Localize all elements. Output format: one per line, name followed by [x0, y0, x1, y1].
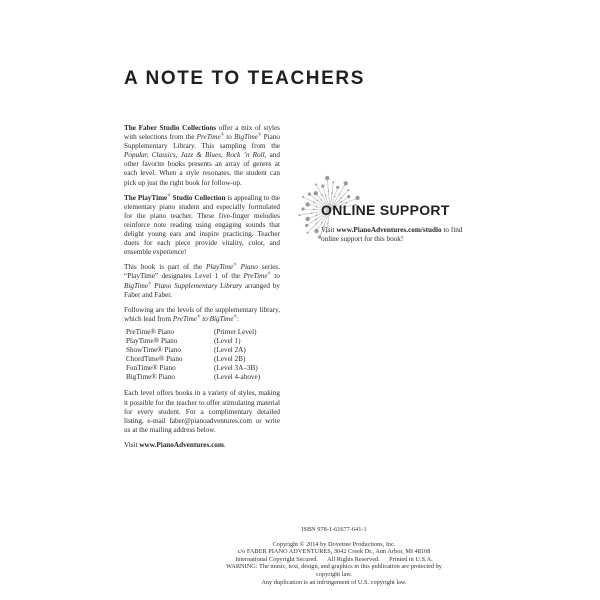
- library-name: Piano Supplementary Library: [151, 281, 243, 290]
- address-line: c/o FABER PIANO ADVENTURES, 3042 Creek Dr., Ann Arbor, MI 48108: [237, 548, 431, 556]
- registered-mark: ®: [267, 271, 271, 277]
- levels-from: PreTime: [172, 314, 197, 323]
- levels-text-1: Following are the levels of the supplementary library, which lead from: [124, 305, 280, 323]
- pretime-label: PreTime: [196, 133, 221, 142]
- levels-end: :: [237, 314, 239, 323]
- levels-text-2: to: [200, 314, 210, 323]
- visit-period: .: [223, 440, 226, 449]
- level-name: BigTime® Piano: [126, 373, 175, 382]
- level-name: ShowTime® Piano: [126, 346, 181, 355]
- registered-mark: ®: [197, 313, 201, 319]
- series-text-2: series. “PlayTime” designates Level 1 of the: [124, 263, 280, 281]
- levels-to: BigTime: [209, 314, 234, 323]
- intro-paragraph: [124, 124, 280, 188]
- series-name: PlayTime: [206, 263, 234, 272]
- each-level-paragraph: Each level offers books in a variety of styles, making it possible for the teacher to offer stimulating material for every student. For a complimentary detailed listing, e-mail faber@pianoadventures.com or write us at the mailing address below.: [124, 389, 280, 434]
- levels-intro-paragraph: [124, 306, 280, 324]
- online-support-block: [292, 172, 472, 272]
- series-paragraph: [124, 263, 280, 299]
- warning-line: WARNING: The music, text, design, and graphics in this publication are protected by copyright law.: [226, 563, 442, 578]
- registered-mark: ®: [258, 131, 262, 137]
- intro-text-4: and other favorite books presents an array of genres at each level. When a style resonates, the student can pick up just the right book for follow-up.: [124, 151, 280, 187]
- level-name: PlayTime® Piano: [126, 336, 178, 345]
- page-title: A NOTE TO TEACHERS: [124, 68, 365, 89]
- registered-mark: ®: [167, 192, 171, 198]
- level-row: [126, 364, 276, 373]
- library-to: BigTime: [124, 281, 148, 290]
- level-row: [126, 346, 276, 355]
- level-name: ChordTime® Piano: [126, 355, 183, 364]
- level-value: (Level 3A–3B): [214, 364, 258, 373]
- level-value: (Level 1): [214, 336, 241, 345]
- level-value: (Level 2B): [214, 355, 246, 364]
- level-value: (Primer Level): [214, 327, 257, 336]
- website-link[interactable]: www.PianoAdventures.com: [139, 440, 224, 449]
- intro-text-3: Piano Supplementary Library. This sampling from the: [124, 133, 281, 151]
- playtime-paragraph: [124, 194, 280, 258]
- online-support-title: ONLINE SUPPORT: [321, 202, 450, 218]
- genre-list: Popular, Classics, Jazz & Blues, Rock ’n Roll,: [124, 151, 267, 160]
- level-value: (Level 2A): [214, 346, 246, 355]
- level-row: [126, 328, 276, 337]
- studio-link[interactable]: www.PianoAdventures.com/studio: [336, 226, 442, 234]
- copyright-line: Copyright © 2014 by Dovetree Productions, Inc.: [272, 540, 396, 548]
- visit-text: Visit: [124, 440, 140, 449]
- rights-line: International Copyright Secured. All Rights Reserved. Printed in U.S.A.: [235, 555, 433, 563]
- isbn: ISBN 978-1-61677-641-1: [301, 526, 367, 533]
- level-row: [126, 373, 276, 382]
- registered-mark: ®: [147, 280, 152, 286]
- online-support-text: [321, 226, 481, 244]
- visit-paragraph: [124, 441, 280, 450]
- intro-text-1: offer a mix of styles with selections from the: [124, 124, 280, 142]
- registered-mark: ®: [220, 131, 225, 137]
- teacher-note-column: [124, 124, 280, 456]
- os-visit: Visit: [321, 226, 337, 234]
- series-text-4: arranged by Faber and Faber.: [124, 281, 281, 299]
- series-text-3: to: [270, 272, 280, 281]
- playtime-text: is appealing to the elementary piano student and especially formulated for the piano teacher. These five-finger melodies reinforce note reading using engaging sounds that delight young ears and inspire practicing. Teacher duets for each piece provide vitality, color, and ensemble experience!: [124, 193, 280, 257]
- registered-mark: ®: [233, 313, 237, 319]
- copyright-footer: [214, 526, 454, 586]
- bigtime-label: BigTime: [234, 133, 259, 142]
- level-row: [126, 355, 276, 364]
- os-tail: to find online support for this book!: [321, 226, 463, 243]
- series-text-1: This book is part of the: [124, 263, 207, 272]
- intro-text-2: to: [224, 133, 235, 142]
- levels-list: [126, 328, 276, 383]
- brand-name: The Faber Studio Collections: [124, 124, 217, 132]
- playtime-brand: The PlayTime: [124, 193, 168, 202]
- level-value: (Level 4-above): [214, 373, 261, 382]
- level-row: [126, 337, 276, 346]
- library-from: PreTime: [243, 272, 268, 281]
- series-name-2: Piano: [236, 263, 258, 272]
- playtime-brand-2: Studio Collection: [170, 193, 226, 202]
- infringement-line: Any duplication is an infringement of U.S. copyright law.: [261, 578, 407, 586]
- level-name: FunTime® Piano: [126, 364, 176, 373]
- level-name: PreTime® Piano: [126, 327, 175, 336]
- registered-mark: ®: [233, 261, 237, 267]
